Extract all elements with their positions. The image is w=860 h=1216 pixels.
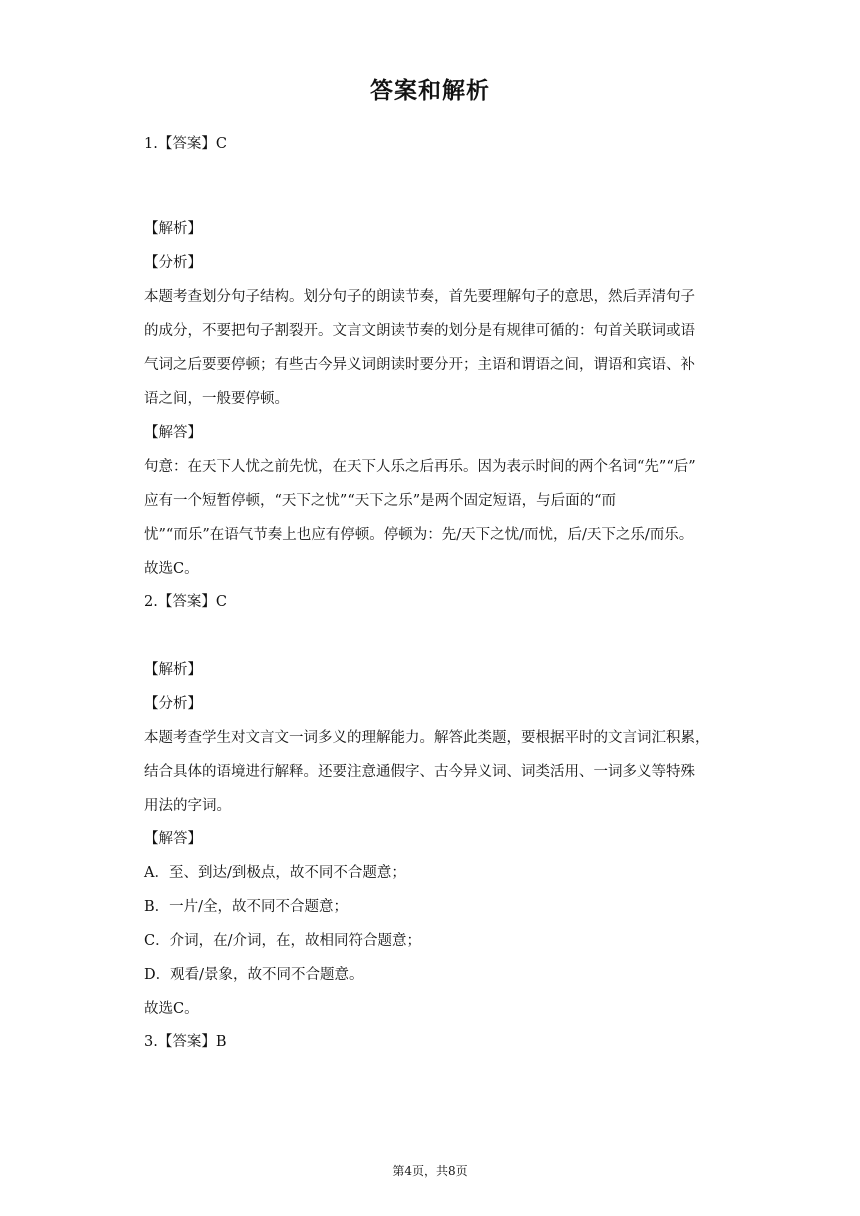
jieda-heading: 【解答】 [144, 831, 202, 847]
answer-2-label: 2.【答案】C [144, 594, 227, 610]
paragraph-line: 的成分，不要把句子割裂开。文言文朗读节奏的划分是有规律可循的：句首关联词或语 [144, 323, 695, 339]
paragraph-line: 句意：在天下人忧之前先忧，在天下人乐之后再乐。因为表示时间的两个名词“先”“后” [144, 459, 696, 475]
option-a-line: A．至、到达/到极点，故不同不合题意； [144, 865, 406, 881]
choice-line: 故选C。 [144, 1001, 199, 1017]
paragraph-line: 气词之后要要停顿；有些古今异义词朗读时要分开；主语和谓语之间，谓语和宾语、补 [144, 357, 695, 373]
paragraph-line: 语之间，一般要停顿。 [144, 391, 289, 407]
paragraph-line: 本题考查学生对文言文一词多义的理解能力。解答此类题，要根据平时的文言词汇积累， [144, 730, 710, 746]
page-number-footer: 第4页，共8页 [392, 1164, 468, 1178]
paragraph-line: 应有一个短暂停顿，“天下之忧”“天下之乐”是两个固定短语，与后面的“而 [144, 493, 617, 509]
option-c-line: C．介词，在/介词，在，故相同符合题意； [144, 933, 421, 949]
option-b-line: B．一片/全，故不同不合题意； [144, 899, 349, 915]
paragraph-line: 结合具体的语境进行解释。还要注意通假字、古今异义词、词类活用、一词多义等特殊 [144, 764, 695, 780]
paragraph-line: 本题考查划分句子结构。划分句子的朗读节奏，首先要理解句子的意思，然后弄清句子 [144, 289, 695, 305]
paragraph-line: 忧”“而乐”在语气节奏上也应有停顿。停顿为：先/天下之忧/而忧，后/天下之乐/而乐。 [144, 527, 694, 543]
answer-1-label: 1.【答案】C [144, 136, 227, 152]
paragraph-line: 用法的字词。 [144, 798, 231, 814]
page-title: 答案和解析 [370, 78, 490, 104]
fenxi-heading: 【分析】 [144, 696, 202, 712]
analysis-heading: 【解析】 [144, 662, 202, 678]
choice-line: 故选C。 [144, 561, 199, 577]
fenxi-heading: 【分析】 [144, 255, 202, 271]
analysis-heading: 【解析】 [144, 221, 202, 237]
jieda-heading: 【解答】 [144, 425, 202, 441]
option-d-line: D．观看/景象，故不同不合题意。 [144, 967, 364, 983]
answer-3-label: 3.【答案】B [144, 1034, 227, 1050]
